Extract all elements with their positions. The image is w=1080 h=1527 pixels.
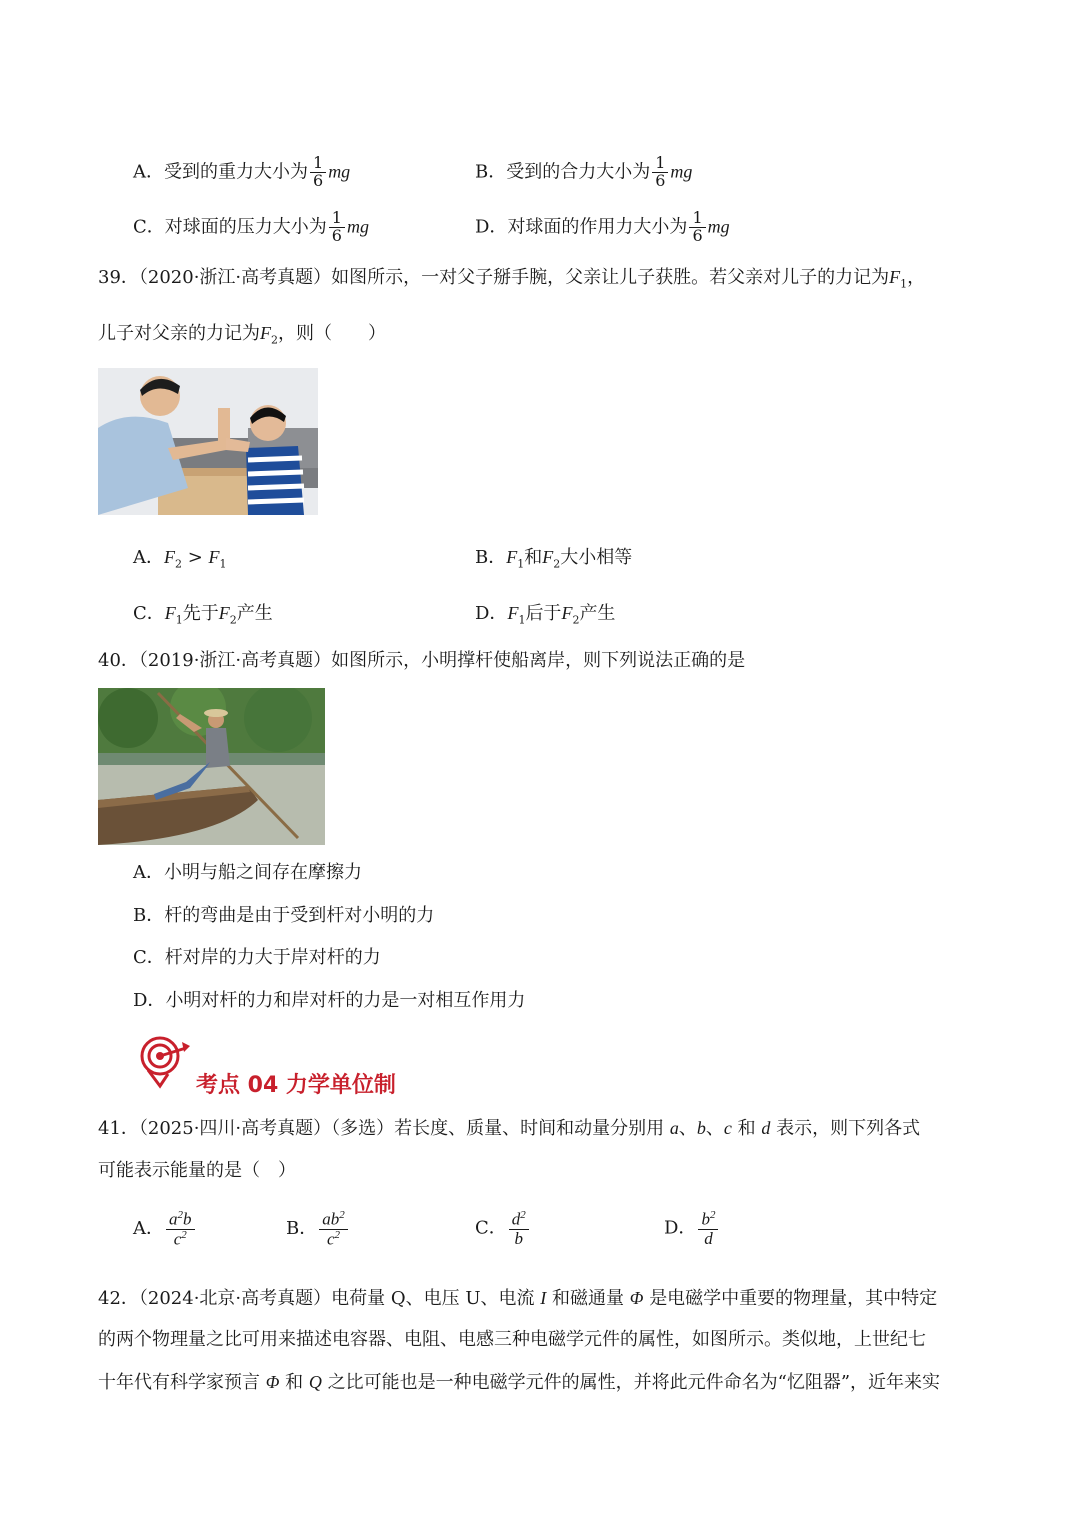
q38-option-d: D．对球面的作用力大小为 $\frac{1}{6}$ mg bbox=[475, 208, 730, 245]
q39-option-a: A．$F_2 > F_1$ bbox=[133, 547, 227, 571]
q40-option-c: C．杆对岸的力大于岸对杆的力 bbox=[133, 947, 381, 968]
section-heading: 考点 04 力学单位制 bbox=[196, 1073, 396, 1098]
fraction: $\frac{1}{6}$ bbox=[310, 155, 326, 190]
q39-stem-line1: 39．（2020·浙江·高考真题）如图所示，一对父子掰手腕，父亲让儿子获胜。若父亲对儿子的力记为$F_1$， bbox=[98, 267, 926, 291]
q41-option-d: D． $\frac{b^2}{d}$ bbox=[664, 1210, 720, 1247]
q42-stem-line3: 十年代有科学家预言 Φ 和 Q 之比可能也是一种电磁学元件的属性，并将此元件命名为“忆阻器”，近年来实 bbox=[98, 1372, 941, 1393]
q42-stem-line1: 42．（2024·北京·高考真题）电荷量 Q、电压 U、电流 I 和磁通量 Φ 是电磁学中重要的物理量，其中特定 bbox=[98, 1288, 938, 1309]
q39-option-d: D．$F_1$后于$F_2$产生 bbox=[475, 603, 616, 627]
q38-option-b: B．受到的合力大小为 $\frac{1}{6}$ mg bbox=[475, 153, 693, 190]
fraction: $\frac{1}{6}$ bbox=[652, 155, 668, 190]
fraction: $\frac{d^2}{b}$ bbox=[509, 1210, 529, 1247]
q41-option-b: B． $\frac{ab^2}{c^2}$ bbox=[286, 1210, 350, 1248]
fraction: $\frac{1}{6}$ bbox=[689, 210, 705, 245]
q41-option-a: A． $\frac{a^2b}{c^2}$ bbox=[133, 1210, 197, 1248]
target-icon bbox=[138, 1034, 194, 1090]
fraction: $\frac{a^2b}{c^2}$ bbox=[166, 1210, 195, 1248]
fraction: $\frac{b^2}{d}$ bbox=[698, 1210, 718, 1247]
q41-option-c: C． $\frac{d^2}{b}$ bbox=[475, 1210, 531, 1247]
q39-option-c: C．$F_1$先于$F_2$产生 bbox=[133, 603, 273, 627]
q39-option-b: B．$F_1$和$F_2$大小相等 bbox=[475, 547, 633, 571]
q40-option-a: A．小明与船之间存在摩擦力 bbox=[133, 862, 362, 883]
q39-stem-line2: 儿子对父亲的力记为$F_2$，则（ ） bbox=[98, 323, 386, 347]
q40-option-b: B．杆的弯曲是由于受到杆对小明的力 bbox=[133, 905, 435, 926]
fraction: $\frac{ab^2}{c^2}$ bbox=[319, 1210, 348, 1248]
arm-wrestling-photo bbox=[98, 368, 318, 515]
q41-stem-line1: 41．（2025·四川·高考真题）（多选）若长度、质量、时间和动量分别用 a、b、c 和 d 表示，则下列各式 bbox=[98, 1118, 921, 1139]
q38-option-a: A．受到的重力大小为 $\frac{1}{6}$ mg bbox=[133, 153, 351, 190]
q38-option-c: C．对球面的压力大小为 $\frac{1}{6}$ mg bbox=[133, 208, 369, 245]
q42-stem-line2: 的两个物理量之比可用来描述电容器、电阻、电感三种电磁学元件的属性，如图所示。类似地，上世纪七 bbox=[98, 1329, 926, 1350]
q40-option-d: D．小明对杆的力和岸对杆的力是一对相互作用力 bbox=[133, 990, 526, 1011]
boat-pole-photo bbox=[98, 688, 325, 845]
q41-stem-line2: 可能表示能量的是（ ） bbox=[98, 1160, 296, 1181]
fraction: $\frac{1}{6}$ bbox=[329, 210, 345, 245]
q40-stem: 40．（2019·浙江·高考真题）如图所示，小明撑杆使船离岸，则下列说法正确的是 bbox=[98, 650, 746, 671]
